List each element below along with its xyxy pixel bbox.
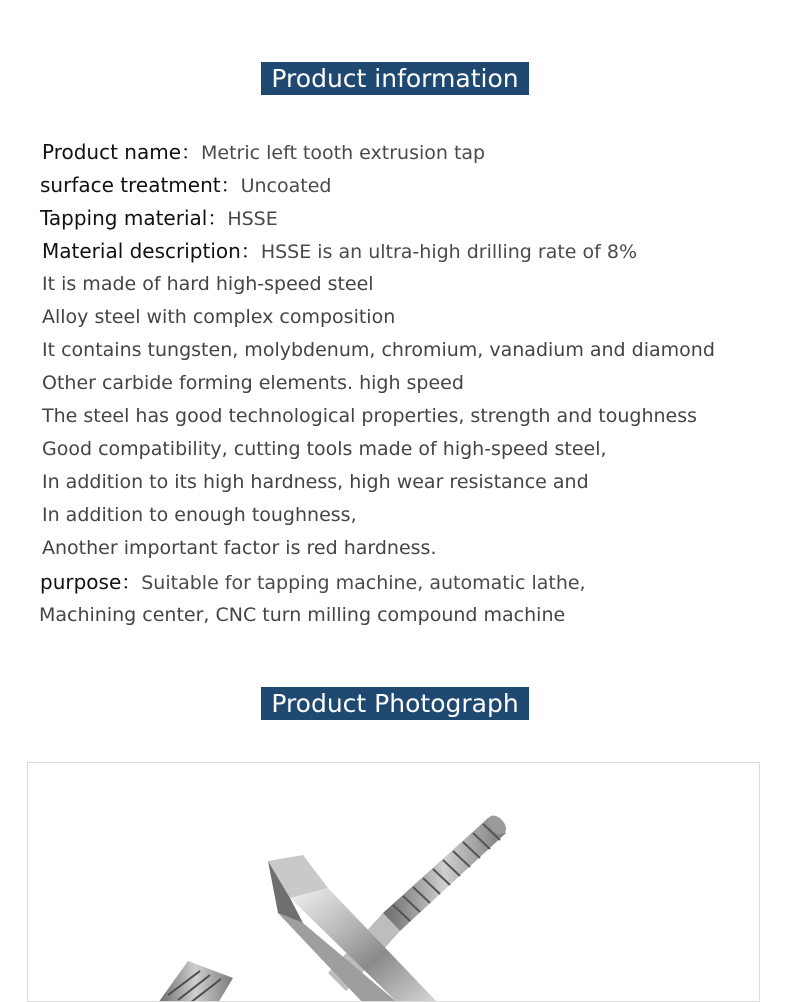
info-value: HSSE — [227, 208, 278, 230]
tap-front — [268, 855, 438, 1002]
product-information-heading — [0, 62, 790, 95]
description-line: Good compatibility, cutting tools made of high-speed steel, — [42, 438, 607, 460]
info-row-purpose — [40, 565, 770, 599]
info-label: Material description： — [42, 239, 261, 263]
info-row-material-description — [40, 235, 770, 268]
description-line: In addition to enough toughness, — [42, 504, 357, 526]
description-line: The steel has good technological properties, strength and toughness — [42, 405, 698, 427]
info-value: Metric left tooth extrusion tap — [201, 142, 486, 164]
info-label: Tapping material： — [40, 206, 228, 230]
product-photo-frame — [27, 762, 760, 1002]
info-label: surface treatment： — [40, 173, 241, 197]
info-value: Suitable for tapping machine, automatic lathe, — [141, 572, 586, 594]
info-row-tapping-material — [40, 202, 770, 235]
info-label: Product name： — [42, 140, 202, 164]
tap-thread-fragment — [158, 961, 233, 1002]
description-line: In addition to its high hardness, high wear resistance and — [42, 471, 589, 493]
product-photograph-title: Product Photograph — [261, 687, 528, 720]
tap-photo-image — [28, 763, 760, 1002]
purpose-continuation: Machining center, CNC turn milling compound machine — [39, 604, 566, 626]
info-value: Uncoated — [240, 175, 332, 197]
info-row-product-name — [40, 136, 770, 169]
description-line: Other carbide forming elements. high speed — [42, 372, 464, 394]
product-info-block — [40, 136, 770, 632]
description-line: Alloy steel with complex composition — [42, 306, 396, 328]
description-line: Another important factor is red hardness. — [42, 537, 437, 559]
tap-back — [328, 812, 510, 991]
info-label: purpose： — [40, 570, 142, 594]
description-line: It contains tungsten, molybdenum, chromium, vanadium and diamond — [42, 339, 715, 361]
product-information-title: Product information — [261, 62, 528, 95]
product-photograph-heading — [0, 687, 790, 720]
description-line: It is made of hard high-speed steel — [42, 273, 374, 295]
info-row-surface-treatment — [40, 169, 770, 202]
info-value: HSSE is an ultra-high drilling rate of 8% — [260, 241, 638, 263]
